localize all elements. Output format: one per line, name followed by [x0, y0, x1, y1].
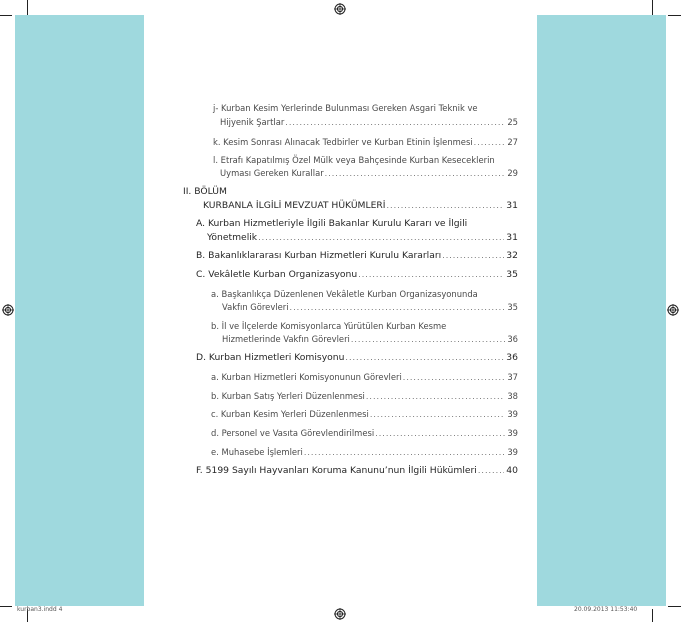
toc-section-2[interactable] [203, 200, 518, 212]
toc-item-F-label: F. 5199 Sayılı Hayvanları Koruma Kanunu’nun İlgili Hükümleri [196, 465, 477, 476]
page-number: 39 [507, 447, 518, 457]
page-number: 32 [506, 250, 518, 261]
toc-item-A-line2: Yönetmelik [207, 232, 258, 243]
toc-item-l-line2: Uyması Gereken Kurallar [220, 168, 324, 178]
leader-dots [290, 302, 506, 314]
slug-timestamp: 20.09.2013 11:53:40 [574, 606, 638, 613]
page-number: 39 [507, 428, 518, 438]
page-number: 40 [506, 465, 518, 476]
toc-item-Cb-line1: b. İl ve İlçelerde Komisyonlarca Yürütülen Kurban Kesme [211, 321, 447, 331]
toc-item-Dd[interactable] [211, 427, 518, 440]
leader-dots [478, 465, 504, 477]
page-number: 35 [507, 302, 518, 312]
page-number: 31 [506, 200, 518, 211]
toc-item-l-line1: l. Etrafı Kapatılmış Özel Mülk veya Bahçesinde Kurban Keseceklerin [213, 155, 495, 165]
toc-item-Cb-line2: Hizmetlerinde Vakfın Görevleri [222, 334, 350, 344]
toc-item-Db[interactable] [211, 390, 518, 403]
toc-item-Da[interactable] [211, 371, 518, 384]
toc-item-k-label: k. Kesim Sonrası Alınacak Tedbirler ve Kurban Etinin İşlenmesi [213, 137, 473, 147]
toc-item-D-label: D. Kurban Hizmetleri Komisyonu [196, 352, 345, 363]
page-number: 27 [507, 137, 518, 147]
leader-dots [387, 200, 505, 212]
toc-item-j-line1: j- Kurban Kesim Yerlerinde Bulunması Gereken Asgari Teknik ve [213, 103, 478, 113]
toc-item-Dd-label: d. Personel ve Vasıta Görevlendirilmesi [211, 428, 375, 438]
toc-item-C-label: C. Vekâletle Kurban Organizasyonu [196, 269, 358, 280]
page-number: 36 [506, 352, 518, 363]
toc-item-Ca-line1: a. Başkanlıkça Düzenlenen Vekâletle Kurban Organizasyonunda [211, 289, 478, 299]
toc-item-De[interactable] [211, 446, 518, 459]
page-number: 39 [507, 409, 518, 419]
leader-dots [358, 269, 504, 281]
leader-dots [258, 232, 504, 244]
toc-item-F[interactable] [196, 465, 518, 477]
toc-item-Ca-line2: Vakfın Görevleri [222, 302, 289, 312]
leader-dots [285, 117, 505, 129]
leader-dots [442, 250, 504, 262]
page-number: 29 [507, 168, 518, 178]
toc-item-j[interactable] [220, 116, 518, 129]
toc-item-Cb[interactable] [222, 333, 518, 346]
leader-dots [325, 168, 506, 180]
toc-item-j-line2: Hijyenik Şartlar [220, 117, 285, 127]
toc-item-Dc[interactable] [211, 408, 518, 421]
leader-dots [370, 409, 506, 421]
toc-item-C[interactable] [196, 269, 518, 281]
leader-dots [304, 447, 506, 459]
toc-item-De-label: e. Muhasebe İşlemleri [211, 447, 303, 457]
toc-item-Da-label: a. Kurban Hizmetleri Komisyonunun Görevleri [211, 372, 402, 382]
slug-file-name: kurban3.indd 4 [17, 606, 63, 613]
toc-item-Dc-label: c. Kurban Kesim Yerleri Düzenlenmesi [211, 409, 369, 419]
toc-item-D[interactable] [196, 352, 518, 364]
toc-item-Db-label: b. Kurban Satış Yerleri Düzenlenmesi [211, 391, 365, 401]
leader-dots [375, 428, 505, 440]
toc-item-Ca[interactable] [222, 301, 518, 314]
leader-dots [366, 391, 505, 403]
toc-item-l[interactable] [220, 167, 518, 180]
page-number: 37 [507, 372, 518, 382]
leader-dots [351, 334, 505, 346]
section-2-heading: II. BÖLÜM [183, 186, 227, 197]
page-number: 35 [506, 269, 518, 280]
toc-item-A-line1: A. Kurban Hizmetleriyle İlgili Bakanlar Kurulu Kararı ve İlgili [196, 218, 468, 229]
leader-dots [403, 372, 506, 384]
toc-item-B[interactable] [196, 250, 518, 262]
toc-item-B-label: B. Bakanlıklararası Kurban Hizmetleri Kurulu Kararları [196, 250, 442, 261]
page-number: 25 [507, 117, 518, 127]
section-2-title: KURBANLA İLGİLİ MEVZUAT HÜKÜMLERİ [203, 200, 386, 211]
page-number: 38 [507, 391, 518, 401]
leader-dots [474, 137, 506, 149]
page-number: 36 [507, 334, 518, 344]
page-number: 31 [506, 232, 518, 243]
toc-item-A[interactable] [207, 232, 518, 244]
toc-item-k[interactable] [213, 136, 518, 149]
leader-dots [345, 352, 504, 364]
